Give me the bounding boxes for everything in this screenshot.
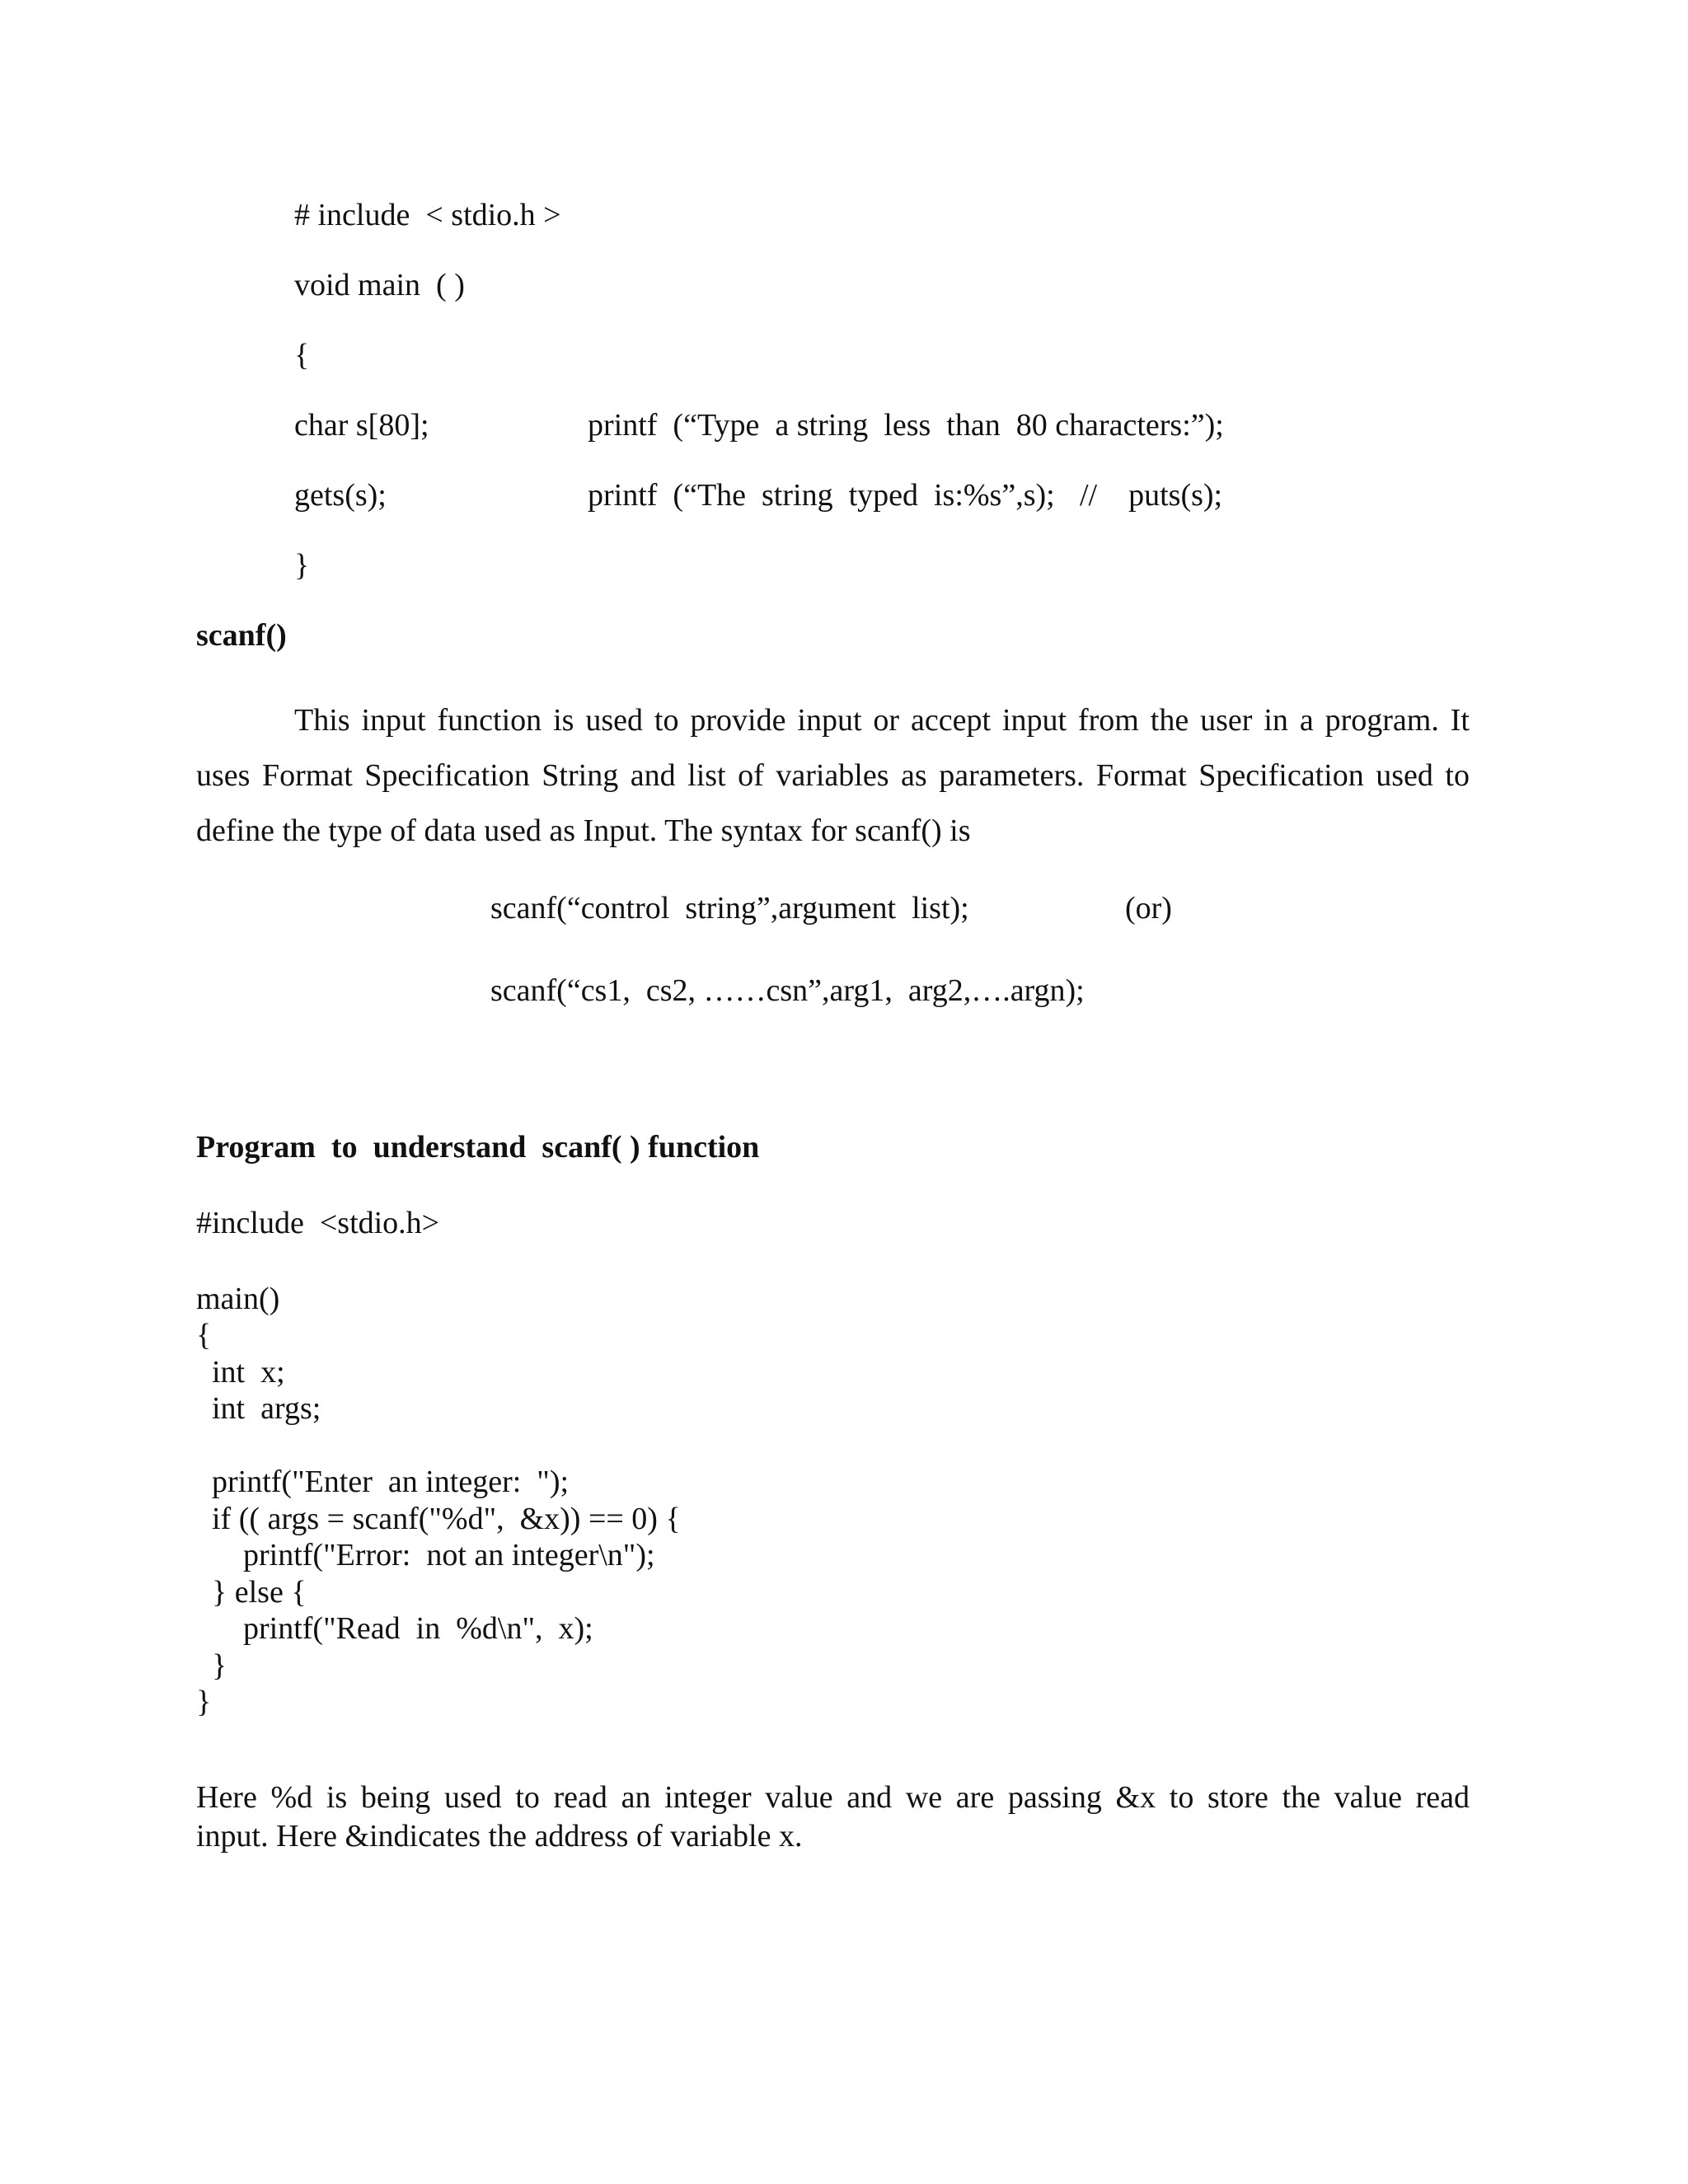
code-close-brace: } (294, 548, 310, 583)
syntax-or: (or) (1125, 891, 1172, 926)
code-include-line: # include < stdio.h > (294, 198, 561, 232)
closing-paragraph-line-1: Here %d is being used to read an integer value and we are passing &x to store the value read (196, 1780, 1470, 1815)
program-include-line: #include <stdio.h> (196, 1206, 440, 1240)
syntax-line-1: scanf(“control string”,argument list); (490, 891, 969, 926)
code-line: int x; (196, 1355, 285, 1390)
code-gets-call: gets(s); (294, 478, 387, 513)
closing-paragraph-line-2: input. Here &indicates the address of variable x. (196, 1819, 803, 1854)
code-line: main() (196, 1282, 280, 1316)
code-line: { (196, 1318, 212, 1352)
code-line: printf("Enter an integer: "); (196, 1465, 570, 1499)
code-line: } (196, 1648, 227, 1683)
code-char-decl: char s[80]; (294, 408, 429, 443)
code-main-signature: void main ( ) (294, 268, 465, 302)
code-printf-typed: printf (“The string typed is:%s”,s); (588, 478, 1055, 513)
code-open-brace: { (294, 338, 310, 373)
paragraph-line-3: define the type of data used as Input. The syntax for scanf() is (196, 813, 971, 848)
code-line: } else { (196, 1575, 307, 1610)
code-line: printf("Read in %d\n", x); (196, 1611, 593, 1646)
code-comment-puts: // puts(s); (1080, 478, 1223, 513)
paragraph-line-2: uses Format Specification String and list of variables as parameters. Format Specification used to (196, 758, 1470, 793)
code-line: int args; (196, 1391, 321, 1426)
paragraph-line-1: This input function is used to provide input or accept input from the user in a program. It (294, 703, 1470, 738)
section-heading-scanf: scanf() (196, 618, 287, 653)
program-heading: Program to understand scanf( ) function (196, 1130, 760, 1165)
code-line: if (( args = scanf("%d", &x)) == 0) { (196, 1502, 681, 1536)
code-line: printf("Error: not an integer\n"); (196, 1538, 655, 1572)
syntax-line-2: scanf(“cs1, cs2, ……csn”,arg1, arg2,….argn); (490, 973, 1085, 1008)
code-printf-prompt: printf (“Type a string less than 80 characters:”); (588, 408, 1224, 443)
code-line: } (196, 1685, 212, 1719)
